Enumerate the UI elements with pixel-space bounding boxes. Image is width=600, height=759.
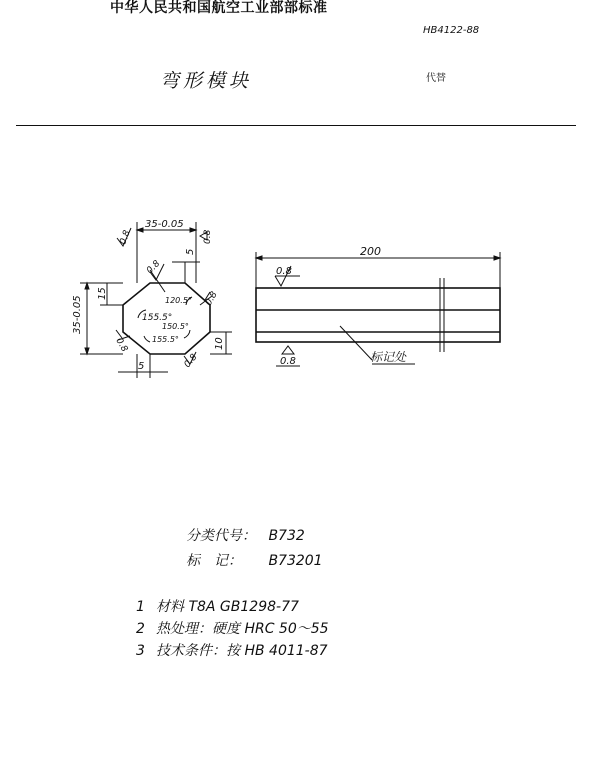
note-number: 2 [136, 621, 145, 637]
dim-height-label: 35-0.05 [72, 295, 83, 334]
note-number: 3 [136, 643, 145, 659]
document-title: 弯形模块 [160, 70, 253, 92]
classification-code-label: 分类代号： [186, 528, 256, 544]
roughness-label: 0.8 [118, 229, 133, 247]
angle-2-label: 155.5° [142, 313, 173, 323]
mark-row [186, 550, 323, 570]
dim-length-label: 200 [360, 245, 381, 258]
roughness-label: 0.8 [203, 290, 220, 308]
angle-arc [144, 336, 150, 342]
note-text: 技术条件：按 HB 4011-87 [156, 643, 328, 659]
note-item [136, 596, 329, 618]
leader-line [340, 326, 372, 360]
roughness-label: 0.8 [203, 229, 213, 244]
mark-label: 标 记： [186, 553, 242, 569]
roughness-symbol [282, 346, 294, 354]
classification-code-row [186, 525, 305, 545]
mark-value: B73201 [268, 553, 323, 569]
note-item [136, 640, 329, 662]
side-view-outline [256, 288, 500, 342]
roughness-label: 0.8 [145, 258, 163, 277]
arrow [256, 256, 262, 260]
note-item [136, 618, 329, 640]
roughness-label: 0.8 [276, 266, 292, 277]
roughness-label: 0.8 [113, 336, 130, 354]
dim-15-label: 15 [97, 287, 108, 300]
dim-width-label: 35-0.05 [145, 219, 184, 230]
standard-organization: 中华人民共和国航空工业部部标准 [110, 0, 328, 16]
roughness-label: 0.8 [182, 352, 200, 370]
technical-notes [136, 596, 329, 662]
standard-number: HB4122-88 [423, 25, 480, 36]
angle-4-label: 155.5° [152, 335, 179, 344]
angle-arc [184, 330, 190, 338]
note-text: 材料 T8A GB1298-77 [156, 599, 299, 615]
arrow [494, 256, 500, 260]
dim-5-bottom-label: 5 [138, 361, 145, 372]
note-number: 1 [136, 599, 145, 615]
angle-3-label: 150.5° [162, 322, 189, 331]
dim-5-top-label: 5 [185, 248, 196, 255]
dim-10-label: 10 [214, 337, 225, 350]
roughness-label: 0.8 [280, 356, 296, 367]
angle-1-label: 120.5° [165, 296, 192, 305]
arrow [85, 283, 89, 289]
arrow [85, 348, 89, 354]
replaces-label: 代替 [426, 73, 446, 84]
arrow [190, 228, 196, 232]
note-text: 热处理：硬度 HRC 50～55 [156, 621, 329, 637]
mark-location-label: 标记处 [370, 350, 407, 364]
arrow [137, 228, 143, 232]
classification-code-value: B732 [268, 528, 305, 544]
